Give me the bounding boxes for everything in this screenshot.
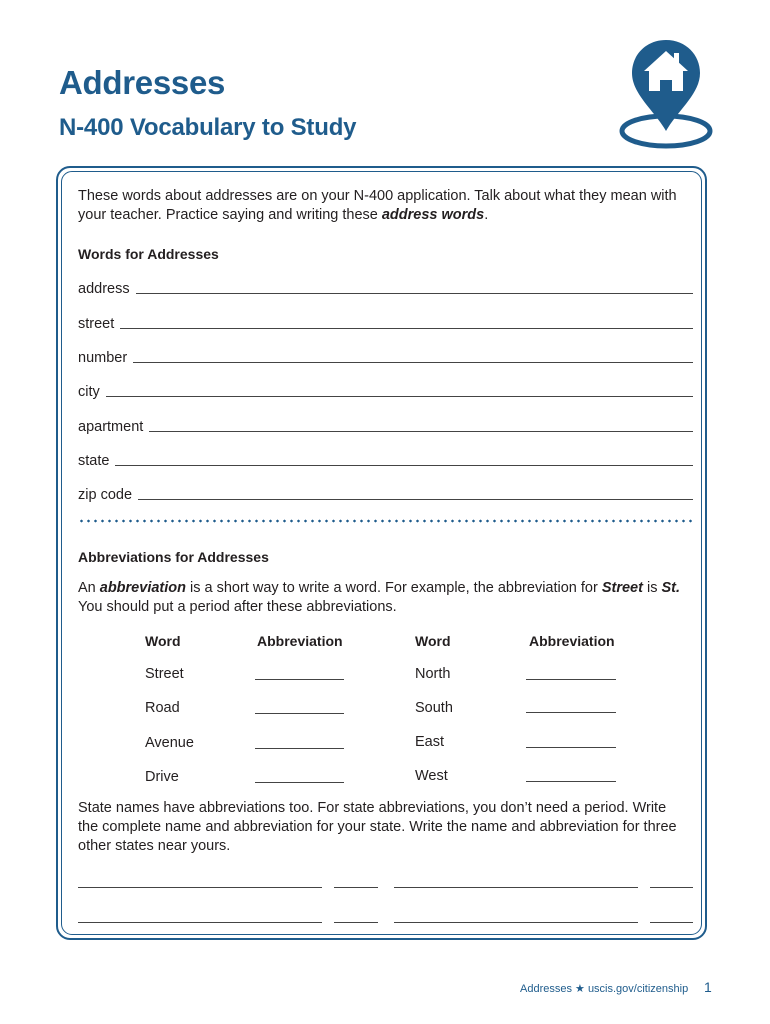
intro-emphasis: address words [381, 207, 485, 223]
vocab-row-city [78, 381, 693, 401]
dotted-divider [78, 519, 693, 523]
write-line[interactable] [106, 396, 693, 397]
state-abbreviation-blank[interactable] [650, 922, 693, 923]
vocab-word: apartment [78, 419, 144, 435]
write-line[interactable] [115, 465, 693, 466]
column-header-word: Word [415, 633, 451, 649]
page-subtitle: N-400 Vocabulary to Study [59, 114, 357, 141]
abbrev-text: An [78, 580, 100, 596]
words-heading: Words for Addresses [78, 246, 219, 262]
vocab-row-apartment [78, 416, 693, 436]
state-name-blank[interactable] [394, 922, 638, 923]
vocab-word: address [78, 281, 130, 297]
state-name-blank[interactable] [394, 887, 638, 888]
abbrev-word-drive: Drive [145, 769, 179, 785]
vocab-word: zip code [78, 487, 133, 503]
abbrev-word-road: Road [145, 700, 180, 716]
abbrev-blank[interactable] [526, 679, 616, 680]
vocab-row-street [78, 313, 693, 333]
state-abbreviation-paragraph [78, 799, 703, 856]
page-number: 1 [704, 979, 712, 995]
abbrev-blank[interactable] [526, 712, 616, 713]
vocab-row-zip-code [78, 484, 693, 504]
write-line[interactable] [120, 328, 693, 329]
abbrev-word-avenue: Avenue [145, 735, 194, 751]
vocab-row-address [78, 278, 693, 298]
vocab-row-number [78, 347, 693, 367]
write-line[interactable] [149, 431, 693, 432]
house-location-pin-icon [616, 34, 716, 156]
abbrev-word-street: Street [145, 666, 184, 682]
state-abbreviation-blank[interactable] [334, 922, 378, 923]
abbrev-blank[interactable] [255, 713, 344, 714]
abbrev-text: is [642, 580, 662, 596]
abbrev-term: abbreviation [99, 580, 186, 596]
abbrev-text: is a short way to write a word. For example, the abbreviation for [185, 580, 602, 596]
abbrev-word-east: East [415, 734, 445, 750]
abbrev-blank[interactable] [255, 748, 344, 749]
abbrev-blank[interactable] [255, 679, 344, 680]
abbrev-word-north: North [415, 666, 451, 682]
states-line-2: the complete name and abbreviation for your state. Write the name and abbreviation for three [78, 819, 677, 835]
abbreviation-paragraph [78, 579, 698, 617]
footer-source: Addresses ★ uscis.gov/citizenship [520, 983, 689, 995]
abbrev-blank[interactable] [255, 782, 344, 783]
states-line-1: State names have abbreviations too. For state abbreviations, you don’t need a period. Write [78, 800, 667, 816]
intro-line-1: These words about addresses are on your N-400 application. Talk about what they mean with [78, 188, 677, 204]
abbrev-blank[interactable] [526, 781, 616, 782]
page-title: Addresses [59, 64, 226, 101]
state-name-blank[interactable] [78, 922, 322, 923]
state-abbreviation-blank[interactable] [650, 887, 693, 888]
abbrev-example-word: Street [601, 580, 643, 596]
states-line-3: other states near yours. [78, 838, 231, 854]
intro-line-2-start: your teacher. Practice saying and writing these [78, 207, 382, 223]
abbrev-example-abbr: St. [661, 580, 681, 596]
abbreviations-heading: Abbreviations for Addresses [78, 549, 269, 565]
vocab-word: city [78, 384, 100, 400]
state-name-blank[interactable] [78, 887, 322, 888]
vocab-word: state [78, 453, 110, 469]
intro-line-2-end: . [484, 207, 489, 223]
abbrev-word-south: South [415, 700, 453, 716]
write-line[interactable] [138, 499, 693, 500]
write-line[interactable] [133, 362, 693, 363]
state-abbreviation-blank[interactable] [334, 887, 378, 888]
column-header-abbreviation: Abbreviation [529, 633, 615, 649]
column-header-word: Word [145, 633, 181, 649]
vocab-word: street [78, 316, 115, 332]
abbrev-word-west: West [415, 768, 448, 784]
abbrev-blank[interactable] [526, 747, 616, 748]
write-line[interactable] [136, 293, 693, 294]
intro-paragraph [78, 187, 698, 225]
column-header-abbreviation: Abbreviation [257, 633, 343, 649]
vocab-word: number [78, 350, 128, 366]
abbrev-text: You should put a period after these abbreviations. [78, 599, 397, 615]
vocab-row-state [78, 450, 693, 470]
